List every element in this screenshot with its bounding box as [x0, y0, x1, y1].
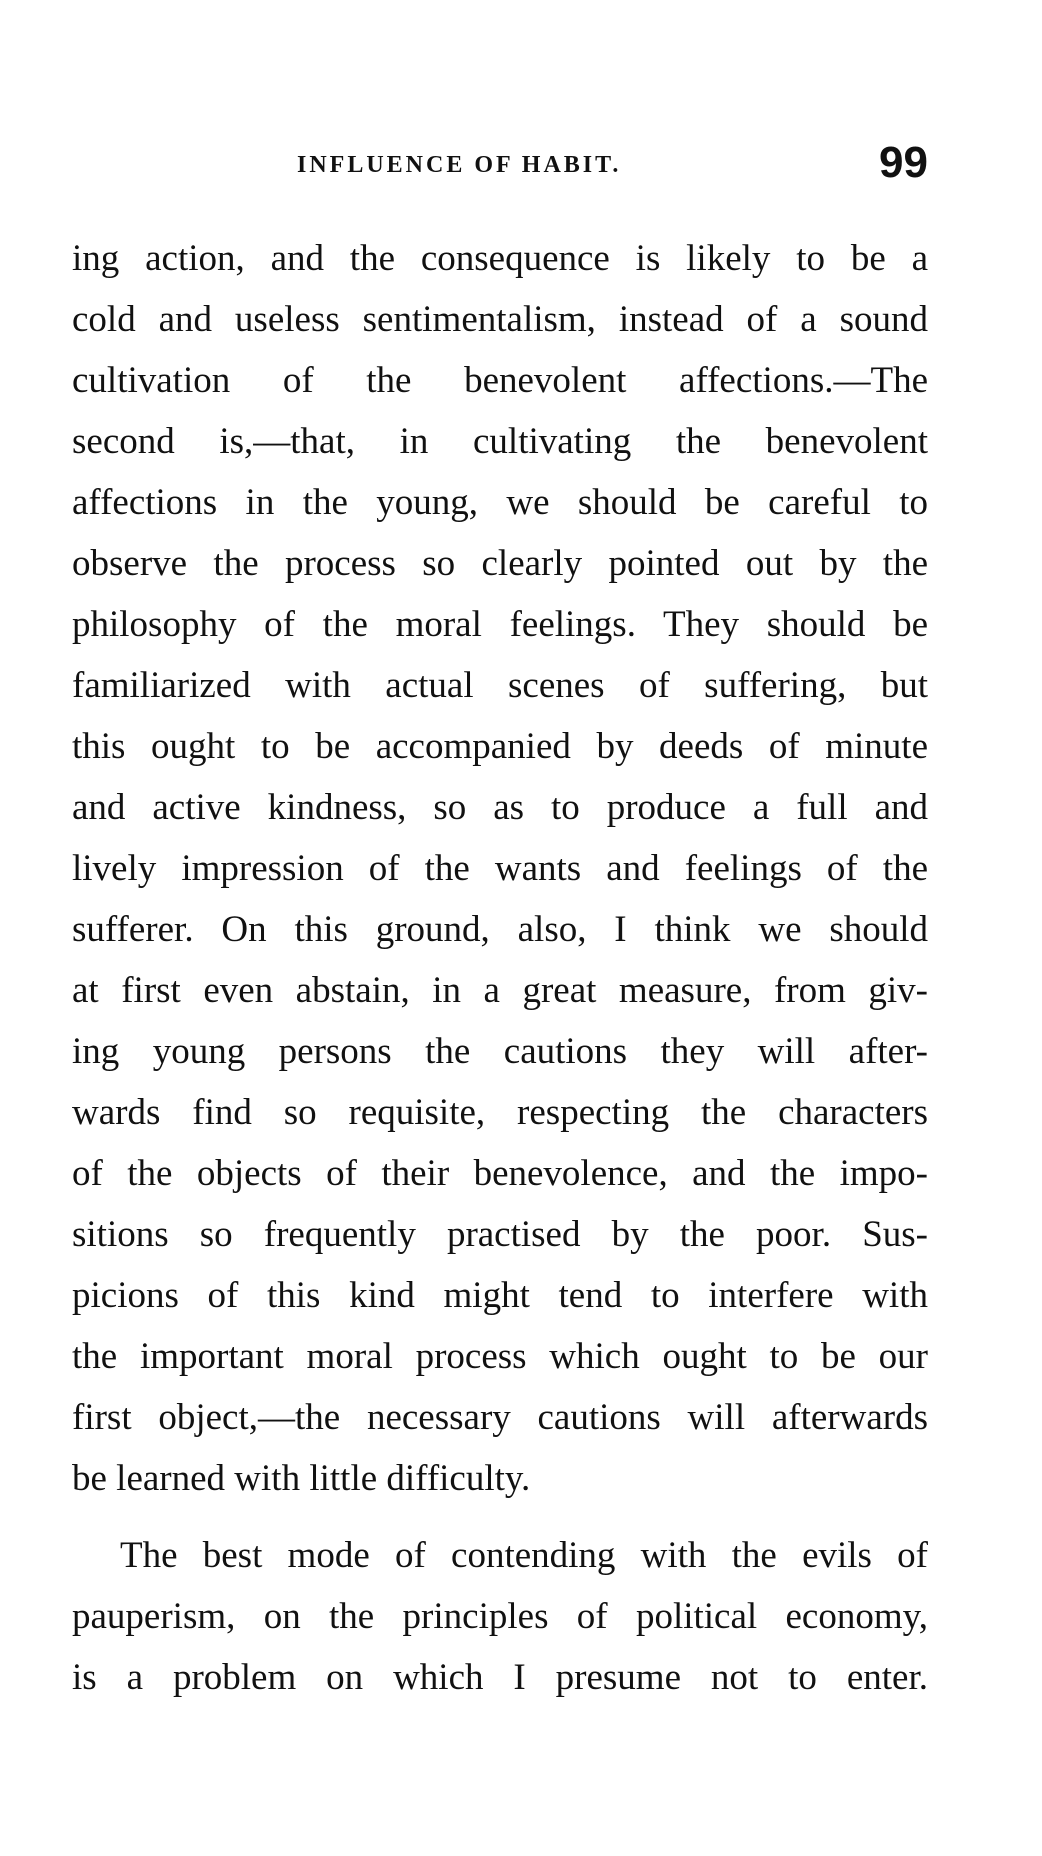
text-line: picions of this kind might tend to interfere with [72, 1275, 928, 1316]
text-line: of the objects of their benevolence, and the impo- [72, 1153, 928, 1194]
text-line: first object,—the necessary cautions will afterwards [72, 1397, 928, 1438]
text-line: ing young persons the cautions they will after- [72, 1031, 928, 1072]
text-line: at first even abstain, in a great measure, from giv- [72, 970, 928, 1011]
text-line: ing action, and the consequence is likely to be a [72, 238, 928, 279]
text-line: cultivation of the benevolent affections.—The [72, 360, 928, 401]
text-line: sufferer. On this ground, also, I think we should [72, 909, 928, 950]
running-title: INFLUENCE OF HABIT. [297, 152, 622, 178]
text-line: wards find so requisite, respecting the characters [72, 1092, 928, 1133]
text-line: lively impression of the wants and feelings of the [72, 848, 928, 889]
text-line: second is,—that, in cultivating the benevolent [72, 421, 928, 462]
paragraph-1 [72, 228, 928, 1509]
text-line: observe the process so clearly pointed out by the [72, 543, 928, 584]
text-line: The best mode of contending with the evils of [120, 1535, 928, 1576]
text-line: affections in the young, we should be careful to [72, 482, 928, 523]
text-line: cold and useless sentimentalism, instead of a sound [72, 299, 928, 340]
text-line: pauperism, on the principles of political economy, [72, 1596, 928, 1637]
text-line: the important moral process which ought to be our [72, 1336, 928, 1377]
paragraph-gap [72, 1509, 928, 1525]
text-line: familiarized with actual scenes of suffering, but [72, 665, 928, 706]
text-line: is a problem on which I presume not to enter. [72, 1657, 928, 1698]
text-line: this ought to be accompanied by deeds of minute [72, 726, 928, 767]
text-line: philosophy of the moral feelings. They should be [72, 604, 928, 645]
paragraph-2 [72, 1525, 928, 1708]
text-line: and active kindness, so as to produce a full and [72, 787, 928, 828]
text-line: sitions so frequently practised by the poor. Sus- [72, 1214, 928, 1255]
page-number: 99 [879, 138, 928, 187]
running-head [72, 138, 928, 198]
text-line: be learned with little difficulty. [72, 1458, 531, 1499]
body-text [72, 228, 928, 1708]
